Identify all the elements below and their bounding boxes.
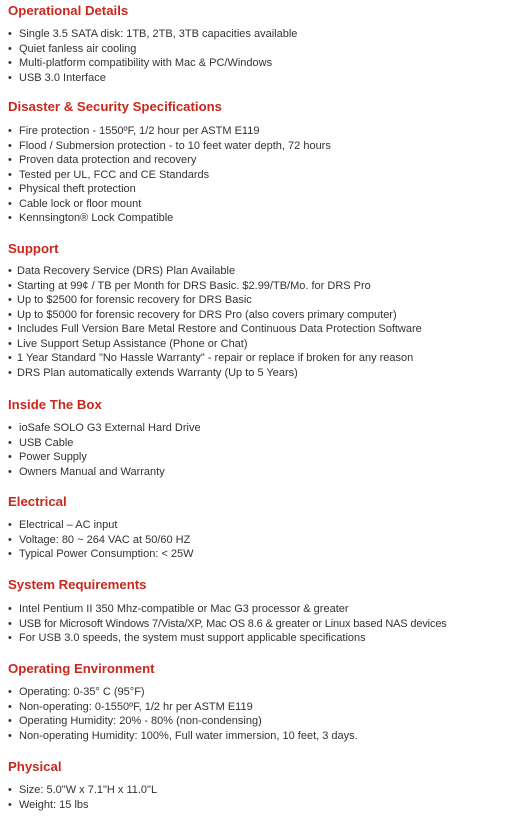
list-item-text: Up to $2500 for forensic recovery for DRS Basic <box>17 294 252 306</box>
bullet-icon: • <box>8 308 12 321</box>
bullet-icon: • <box>8 125 12 137</box>
bullet-icon: • <box>8 366 12 379</box>
list-item <box>8 518 194 533</box>
list-item <box>8 533 194 548</box>
bullet-icon: • <box>8 686 12 698</box>
bullet-icon: • <box>8 168 12 181</box>
bullet-icon: • <box>8 279 12 292</box>
list-item-text: Quiet fanless air cooling <box>19 42 137 55</box>
list-item-text: Intel Pentium II 350 Mhz-compatible or Mac G3 processor & greater <box>19 603 349 615</box>
list-item-text: Voltage: 80 ~ 264 VAC at 50/60 HZ <box>19 533 191 546</box>
list-item <box>8 421 201 436</box>
section-heading: Support <box>8 241 59 256</box>
bullet-icon: • <box>8 436 12 449</box>
list-item <box>8 547 194 562</box>
list-item-text: Non-operating Humidity: 100%, Full water immersion, 10 feet, 3 days. <box>19 729 358 742</box>
bullet-icon: • <box>8 352 12 364</box>
list-item-text: Fire protection - 1550ºF, 1/2 hour per ASTM E119 <box>19 125 260 137</box>
bullet-icon: • <box>8 798 12 811</box>
section-operating-environment <box>8 660 358 743</box>
section-heading: Operating Environment <box>8 661 155 676</box>
bullet-icon: • <box>8 617 12 630</box>
section-heading: Electrical <box>8 494 67 509</box>
list-item-text: DRS Plan automatically extends Warranty (Up to 5 Years) <box>17 366 298 379</box>
spec-list <box>8 124 331 226</box>
list-item <box>8 631 447 646</box>
bullet-icon: • <box>8 183 12 195</box>
bullet-icon: • <box>8 212 12 224</box>
bullet-icon: • <box>8 519 12 531</box>
list-item-text: Live Support Setup Assistance (Phone or Chat) <box>17 337 248 350</box>
bullet-icon: • <box>8 700 12 713</box>
list-item <box>8 714 358 729</box>
list-item <box>8 197 331 212</box>
spec-list <box>8 264 422 380</box>
spec-list <box>8 602 447 646</box>
bullet-icon: • <box>8 139 12 152</box>
bullet-icon: • <box>8 265 12 277</box>
list-item-text: Up to $5000 for forensic recovery for DRS Pro (also covers primary computer) <box>17 308 397 321</box>
list-item-text: Size: 5.0"W x 7.1"H x 11.0"L <box>19 784 158 796</box>
list-item-text: Typical Power Consumption: < 25W <box>19 548 194 560</box>
list-item-text: 1 Year Standard "No Hassle Warranty" - repair or replace if broken for any reason <box>17 352 414 364</box>
list-item <box>8 153 331 168</box>
section-heading: Inside The Box <box>8 397 102 412</box>
list-item <box>8 366 422 381</box>
bullet-icon: • <box>8 451 12 463</box>
list-item-text: Weight: 15 lbs <box>19 798 89 811</box>
list-item <box>8 798 157 813</box>
list-item <box>8 124 331 139</box>
bullet-icon: • <box>8 548 12 560</box>
bullet-icon: • <box>8 422 12 434</box>
list-item <box>8 617 447 632</box>
list-item-text: USB 3.0 Interface <box>19 71 106 84</box>
bullet-icon: • <box>8 197 12 210</box>
bullet-icon: • <box>8 57 12 69</box>
bullet-icon: • <box>8 729 12 742</box>
list-item <box>8 351 422 366</box>
list-item-text: ioSafe SOLO G3 External Hard Drive <box>19 422 201 434</box>
bullet-icon: • <box>8 603 12 615</box>
bullet-icon: • <box>8 715 12 727</box>
section-heading: System Requirements <box>8 577 147 592</box>
list-item-text: Cable lock or floor mount <box>19 197 142 210</box>
list-item-text: Kennsington® Lock Compatible <box>19 212 174 224</box>
section-operational-details <box>8 2 297 85</box>
list-item-text: Power Supply <box>19 451 87 463</box>
list-item <box>8 700 358 715</box>
list-item <box>8 322 422 337</box>
bullet-icon: • <box>8 154 12 166</box>
list-item <box>8 308 422 323</box>
section-heading: Operational Details <box>8 3 129 18</box>
section-disaster-security <box>8 98 331 226</box>
list-item <box>8 139 331 154</box>
spec-list <box>8 27 297 85</box>
spec-list <box>8 783 157 812</box>
bullet-icon: • <box>8 533 12 546</box>
bullet-icon: • <box>8 71 12 84</box>
list-item-text: Physical theft protection <box>19 183 136 195</box>
list-item <box>8 465 201 480</box>
bullet-icon: • <box>8 42 12 55</box>
list-item-text: Flood / Submersion protection - to 10 feet water depth, 72 hours <box>19 139 331 152</box>
section-system-requirements <box>8 576 447 646</box>
list-item <box>8 27 297 42</box>
list-item <box>8 685 358 700</box>
list-item-text: Operating Humidity: 20% - 80% (non-condensing) <box>19 715 262 727</box>
list-item <box>8 56 297 71</box>
list-item <box>8 293 422 308</box>
bullet-icon: • <box>8 337 12 350</box>
list-item-text: Owners Manual and Warranty <box>19 465 165 478</box>
bullet-icon: • <box>8 632 12 644</box>
list-item-text: Tested per UL, FCC and CE Standards <box>19 168 210 181</box>
list-item-text: For USB 3.0 speeds, the system must support applicable specifications <box>19 632 366 644</box>
list-item-text: Non-operating: 0-1550ºF, 1/2 hr per ASTM E119 <box>19 700 253 713</box>
spec-list <box>8 421 201 479</box>
list-item-text: Data Recovery Service (DRS) Plan Available <box>17 265 236 277</box>
list-item-text: USB Cable <box>19 436 74 449</box>
bullet-icon: • <box>8 465 12 478</box>
bullet-icon: • <box>8 323 12 335</box>
list-item-text: Starting at 99¢ / TB per Month for DRS Basic. $2.99/TB/Mo. for DRS Pro <box>17 279 371 292</box>
list-item-text: Includes Full Version Bare Metal Restore and Continuous Data Protection Software <box>17 323 422 335</box>
list-item-text: Multi-platform compatibility with Mac & PC/Windows <box>19 57 273 69</box>
list-item <box>8 436 201 451</box>
bullet-icon: • <box>8 784 12 796</box>
list-item <box>8 168 331 183</box>
list-item <box>8 337 422 352</box>
list-item <box>8 602 447 617</box>
list-item <box>8 71 297 86</box>
list-item <box>8 264 422 279</box>
list-item <box>8 279 422 294</box>
bullet-icon: • <box>8 294 12 306</box>
section-inside-the-box <box>8 396 201 479</box>
list-item <box>8 182 331 197</box>
list-item <box>8 450 201 465</box>
spec-list <box>8 685 358 743</box>
list-item-text: USB for Microsoft Windows 7/Vista/XP, Mac OS 8.6 & greater or Linux based NAS devices <box>19 617 447 630</box>
section-support <box>8 240 422 380</box>
section-heading: Disaster & Security Specifications <box>8 99 223 114</box>
section-physical <box>8 758 157 812</box>
spec-list <box>8 518 194 562</box>
list-item-text: Single 3.5 SATA disk: 1TB, 2TB, 3TB capacities available <box>19 28 298 40</box>
list-item-text: Proven data protection and recovery <box>19 154 197 166</box>
bullet-icon: • <box>8 28 12 40</box>
list-item <box>8 729 358 744</box>
list-item <box>8 211 331 226</box>
list-item-text: Electrical – AC input <box>19 519 118 531</box>
list-item <box>8 783 157 798</box>
section-electrical <box>8 493 194 562</box>
section-heading: Physical <box>8 759 62 774</box>
list-item <box>8 42 297 57</box>
list-item-text: Operating: 0-35° C (95°F) <box>19 686 145 698</box>
